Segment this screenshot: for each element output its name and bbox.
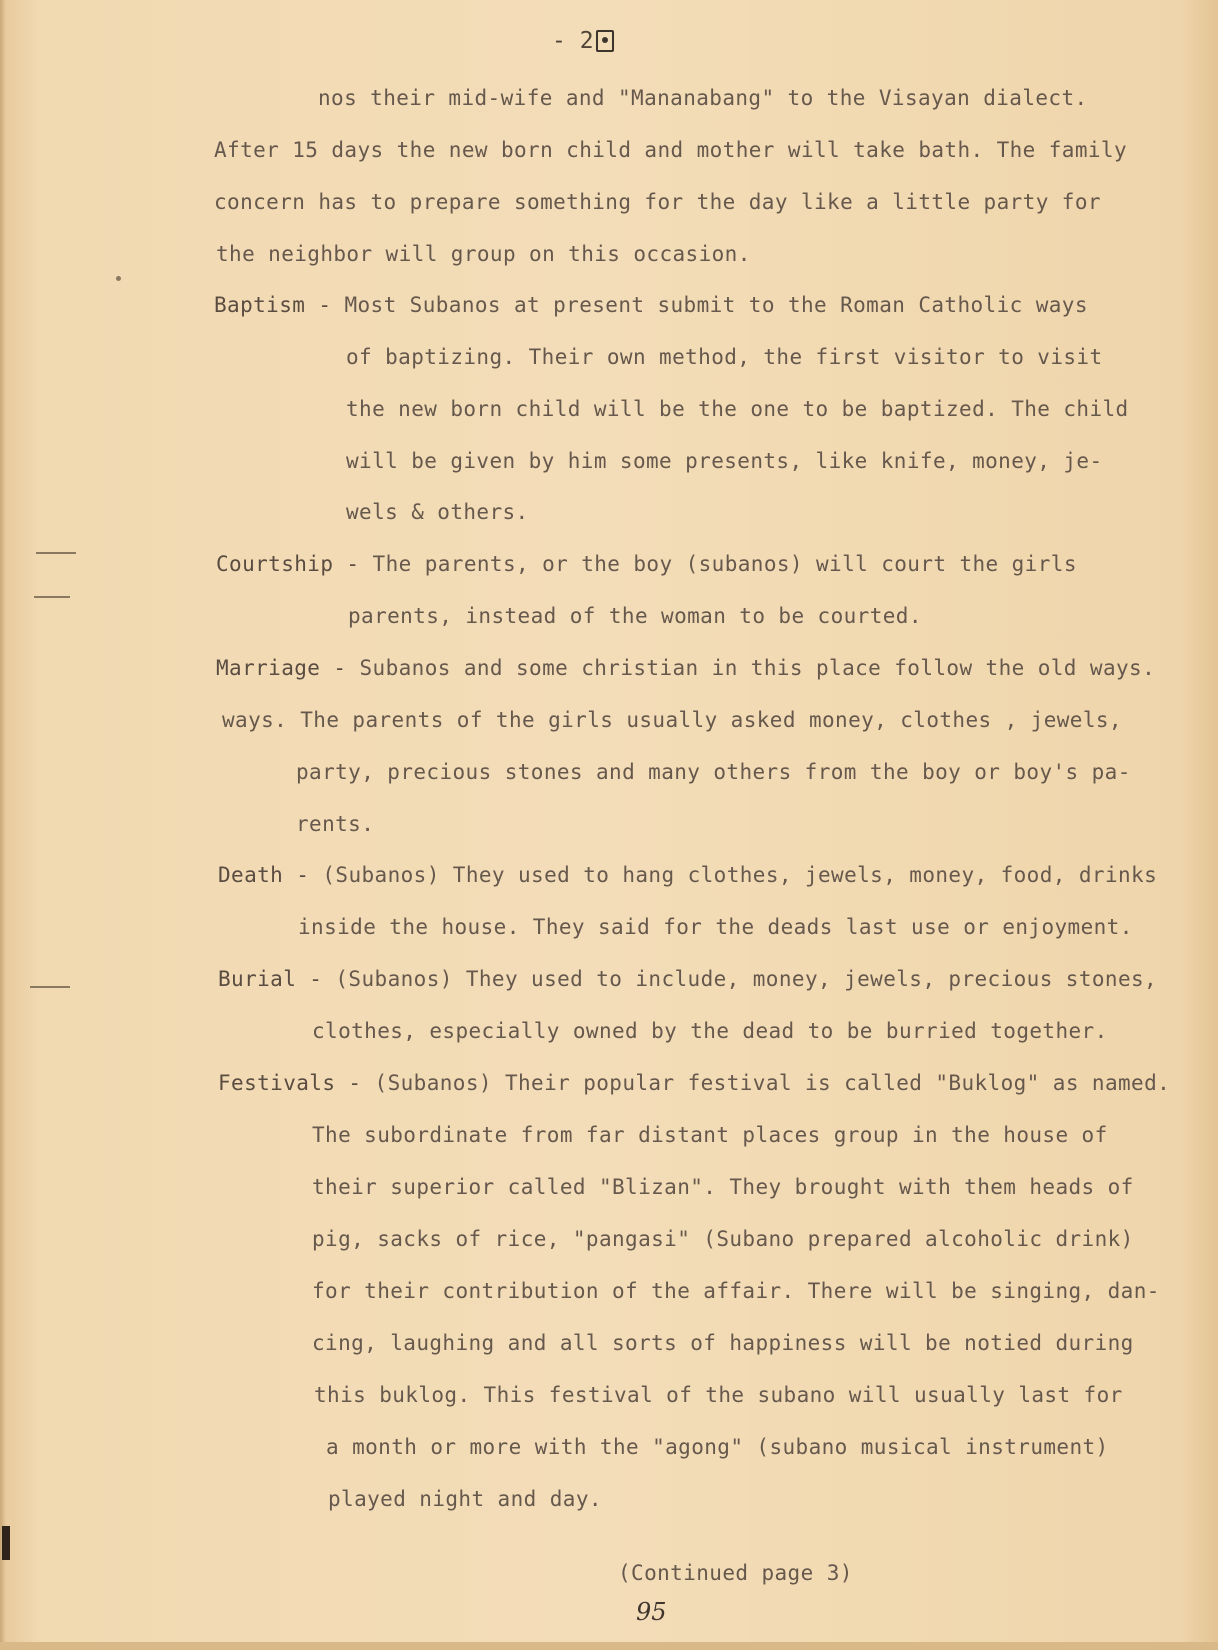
text-line: a month or more with the "agong" (subano musical instrument) — [326, 1435, 1109, 1459]
section-term: Burial - — [218, 967, 336, 991]
text-line: wels & others. — [346, 500, 529, 524]
scan-bottom-strip — [0, 1642, 1218, 1650]
continued-note: (Continued page 3) — [618, 1561, 853, 1585]
text-line: this buklog. This festival of the subano will usually last for — [314, 1383, 1123, 1407]
section-term: Baptism - — [214, 293, 345, 317]
section-death: Death - (Subanos) They used to hang clothes, jewels, money, food, drinks — [218, 863, 1158, 887]
text-line: their superior called "Blizan". They brought with them heads of — [312, 1175, 1134, 1199]
ink-dot — [116, 276, 121, 281]
page-marker-icon — [596, 30, 614, 52]
text-line: inside the house. They said for the deads last use or enjoyment. — [298, 915, 1133, 939]
text-line: played night and day. — [328, 1487, 602, 1511]
text-line: rents. — [296, 812, 375, 836]
text-line: clothes, especially owned by the dead to be burried together. — [312, 1019, 1108, 1043]
text-line: party, precious stones and many others from the boy or boy's pa- — [296, 760, 1131, 784]
margin-mark — [2, 1526, 10, 1560]
text-line: of baptizing. Their own method, the first visitor to visit — [346, 345, 1103, 369]
text-line: concern has to prepare something for the day like a little party for — [214, 190, 1101, 214]
text-line: pig, sacks of rice, "pangasi" (Subano prepared alcoholic drink) — [312, 1227, 1134, 1251]
page-edge-shadow — [0, 0, 6, 1650]
text-line: ways. The parents of the girls usually asked money, clothes , jewels, — [222, 708, 1122, 732]
text-line: cing, laughing and all sorts of happiness will be notied during — [312, 1331, 1134, 1355]
section-marriage: Marriage - Subanos and some christian in this place follow the old ways. — [216, 656, 1156, 680]
text-line: will be given by him some presents, like knife, money, je- — [346, 449, 1103, 473]
section-baptism: Baptism - Most Subanos at present submit to the Roman Catholic ways — [214, 293, 1088, 317]
text-line: parents, instead of the woman to be courted. — [348, 604, 922, 628]
text-line: The subordinate from far distant places group in the house of — [312, 1123, 1108, 1147]
page-number: - 2 — [552, 28, 614, 54]
section-term: Marriage - — [216, 656, 360, 680]
handwritten-page-number: 95 — [636, 1598, 667, 1626]
margin-mark — [36, 552, 76, 554]
section-term: Courtship - — [216, 552, 373, 576]
section-term: Festivals - — [218, 1071, 375, 1095]
margin-mark — [34, 596, 70, 598]
text-line: the new born child will be the one to be baptized. The child — [346, 397, 1129, 421]
section-festivals: Festivals - (Subanos) Their popular festival is called "Buklog" as named. — [218, 1071, 1171, 1095]
text-line: nos their mid-wife and "Mananabang" to the Visayan dialect. — [318, 86, 1088, 110]
margin-mark — [30, 986, 70, 988]
text-line: the neighbor will group on this occasion. — [216, 242, 751, 266]
section-term: Death - — [218, 863, 323, 887]
text-line: After 15 days the new born child and mother will take bath. The family — [214, 138, 1128, 162]
section-courtship: Courtship - The parents, or the boy (subanos) will court the girls — [216, 552, 1077, 576]
section-burial: Burial - (Subanos) They used to include, money, jewels, precious stones, — [218, 967, 1158, 991]
text-line: for their contribution of the affair. There will be singing, dan- — [312, 1279, 1160, 1303]
